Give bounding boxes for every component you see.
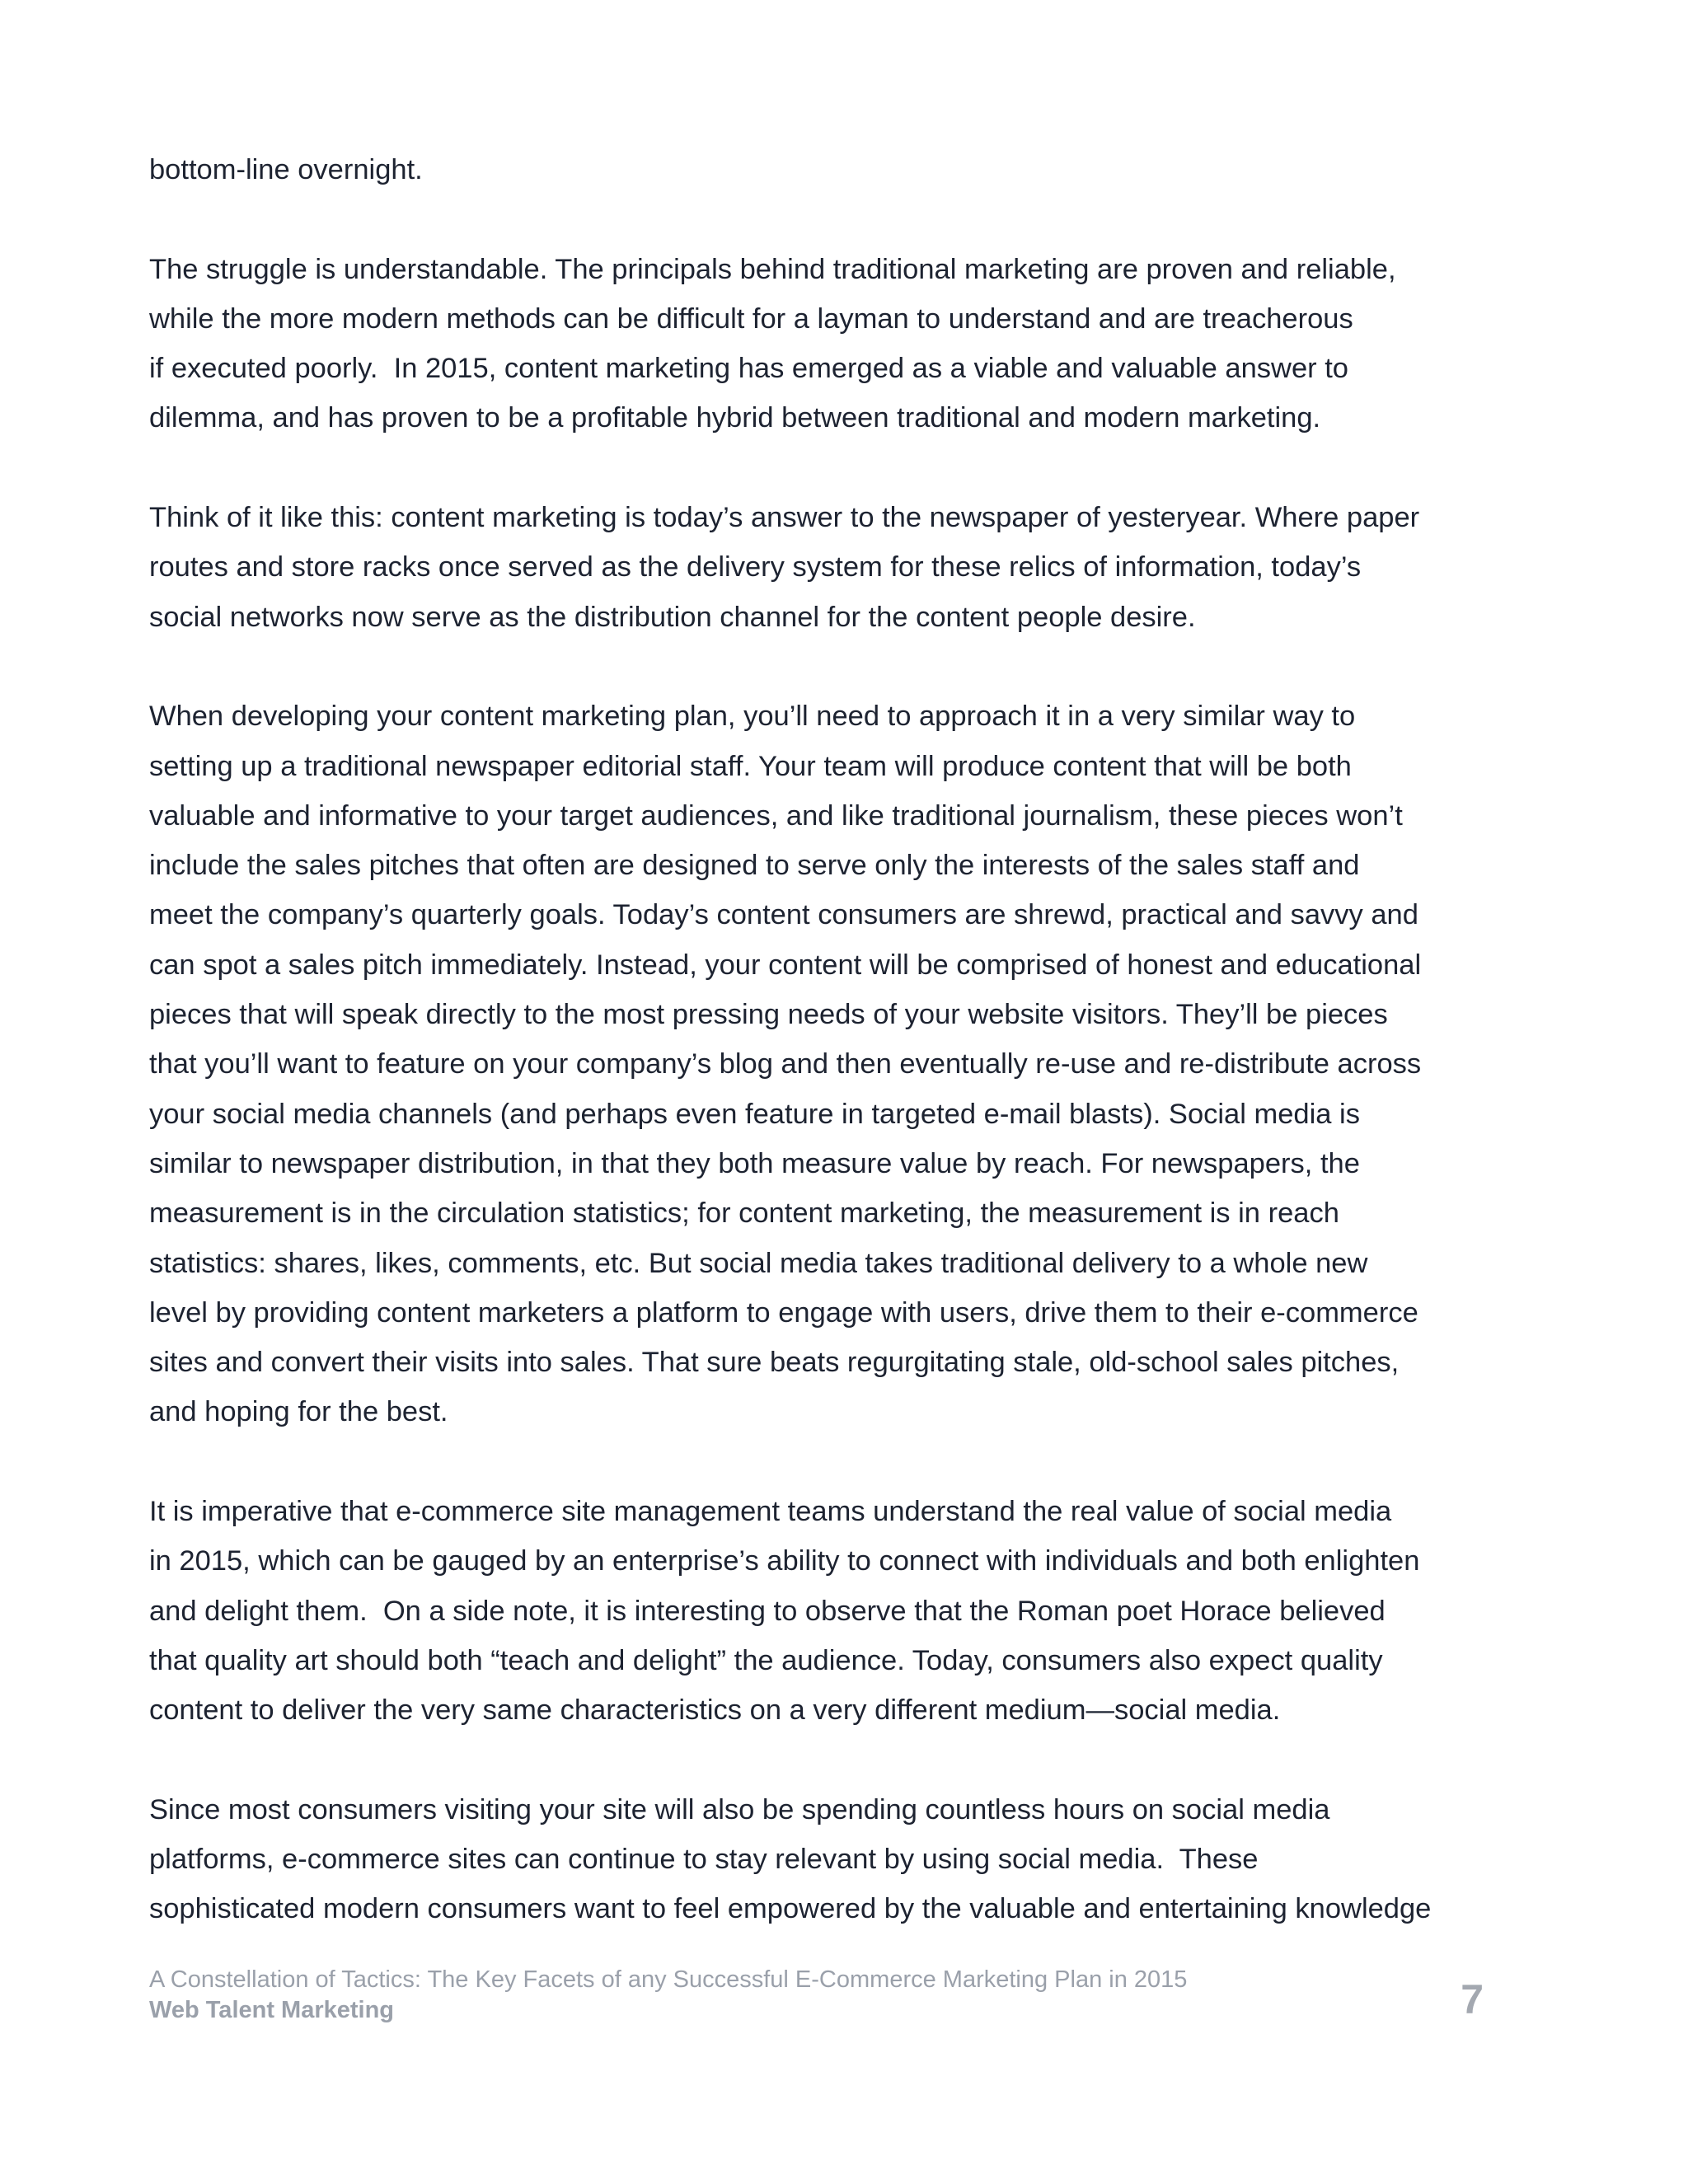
page-number: 7 [1461, 1976, 1484, 2022]
paragraph [149, 1487, 1550, 1735]
page-footer [149, 1966, 1468, 2027]
paragraph-gap [149, 1736, 1550, 1785]
text-line: in 2015, which can be gauged by an enterprise’s ability to connect with individuals and both enlighten [149, 1545, 1420, 1577]
paragraph-gap [149, 1437, 1550, 1487]
text-line: if executed poorly. In 2015, content marketing has emerged as a viable and valuable answer to [149, 353, 1348, 385]
text-line: The struggle is understandable. The principals behind traditional marketing are proven and reliable, [149, 253, 1396, 285]
text-line: and delight them. On a side note, it is interesting to observe that the Roman poet Horace believed [149, 1595, 1386, 1627]
text-line: routes and store racks once served as the delivery system for these relics of information, today’s [149, 551, 1362, 583]
text-line: include the sales pitches that often are designed to serve only the interests of the sales staff and [149, 850, 1360, 882]
text-line: that quality art should both “teach and delight” the audience. Today, consumers also expect quality [149, 1644, 1383, 1676]
text-line: It is imperative that e-commerce site management teams understand the real value of social media [149, 1496, 1392, 1528]
body-text [149, 145, 1550, 1934]
text-line: Since most consumers visiting your site will also be spending countless hours on social media [149, 1793, 1330, 1825]
text-line: social networks now serve as the distribution channel for the content people desire. [149, 601, 1196, 633]
text-line: meet the company’s quarterly goals. Today’s content consumers are shrewd, practical and savvy and [149, 899, 1418, 931]
paragraph-gap [149, 642, 1550, 691]
text-line: sophisticated modern consumers want to feel empowered by the valuable and entertaining knowledge [149, 1893, 1432, 1925]
paragraph [149, 245, 1550, 443]
text-line: platforms, e-commerce sites can continue to stay relevant by using social media. These [149, 1844, 1259, 1876]
text-line: level by providing content marketers a platform to engage with users, drive them to their e-commerce [149, 1296, 1418, 1329]
footer-document-title: A Constellation of Tactics: The Key Facets of any Successful E-Commerce Marketing Plan in 2015 [149, 1966, 1188, 1993]
paragraph [149, 1785, 1550, 1934]
paragraph [149, 493, 1550, 642]
text-line: while the more modern methods can be difficult for a layman to understand and are treacherous [149, 302, 1353, 335]
text-line: sites and convert their visits into sales. That sure beats regurgitating stale, old-school sales pitches, [149, 1347, 1400, 1379]
text-line: setting up a traditional newspaper editorial staff. Your team will produce content that will be both [149, 750, 1352, 782]
text-line: content to deliver the very same characteristics on a very different medium—social media. [149, 1694, 1281, 1727]
footer-brand-name: Web Talent Marketing [149, 1997, 395, 2023]
text-line: Think of it like this: content marketing is today’s answer to the newspaper of yesteryear. Where paper [149, 502, 1420, 534]
text-line: pieces that will speak directly to the most pressing needs of your website visitors. They’ll be pieces [149, 999, 1388, 1031]
paragraph-gap [149, 194, 1550, 244]
text-line: that you’ll want to feature on your company’s blog and then eventually re-use and re-distribute across [149, 1048, 1422, 1080]
text-line: similar to newspaper distribution, in that they both measure value by reach. For newspapers, the [149, 1147, 1360, 1179]
text-line: can spot a sales pitch immediately. Instead, your content will be comprised of honest and educational [149, 949, 1422, 981]
paragraph [149, 145, 1550, 194]
text-line: and hoping for the best. [149, 1396, 448, 1428]
paragraph [149, 691, 1550, 1436]
text-line: your social media channels (and perhaps even feature in targeted e-mail blasts). Social media is [149, 1098, 1360, 1130]
paragraph-gap [149, 443, 1550, 493]
text-line: measurement is in the circulation statistics; for content marketing, the measurement is in reach [149, 1197, 1339, 1230]
text-line: valuable and informative to your target audiences, and like traditional journalism, these pieces won’t [149, 799, 1403, 832]
text-line: bottom-line overnight. [149, 154, 423, 185]
text-line: statistics: shares, likes, comments, etc. But social media takes traditional delivery to a whole new [149, 1247, 1368, 1279]
text-line: dilemma, and has proven to be a profitable hybrid between traditional and modern marketing. [149, 402, 1321, 434]
text-line: When developing your content marketing plan, you’ll need to approach it in a very similar way to [149, 701, 1356, 733]
